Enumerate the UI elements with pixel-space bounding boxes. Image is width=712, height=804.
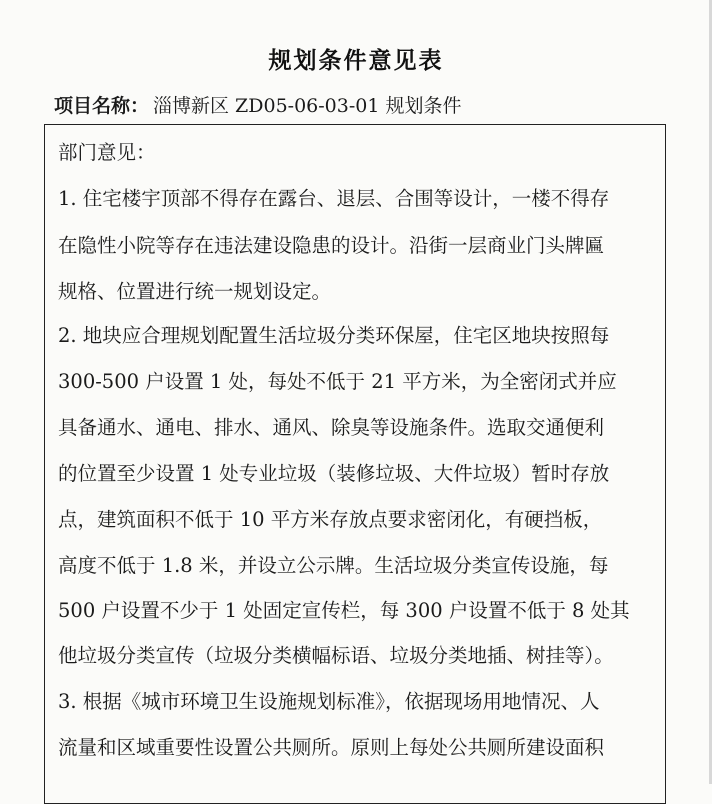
- opinion-line: 高度不低于 1.8 米，并设立公示牌。生活垃圾分类宣传设施，每: [58, 554, 609, 577]
- project-name-row: [54, 91, 462, 118]
- opinion-line: 点，建筑面积不低于 10 平方米存放点要求密闭化，有硬挡板，: [58, 508, 603, 531]
- opinion-line: 3. 根据《城市环境卫生设施规划标准》，依据现场用地情况、人: [58, 690, 600, 713]
- opinion-line: 2. 地块应合理规划配置生活垃圾分类环保屋，住宅区地块按照每: [58, 324, 610, 347]
- opinion-line: 规格、位置进行统一规划设定。: [58, 280, 332, 303]
- project-name-value: 淄博新区 ZD05-06-03-01 规划条件: [153, 95, 462, 117]
- opinion-line: 具备通水、通电、排水、通风、除臭等设施条件。选取交通便利: [58, 416, 605, 439]
- page-title: 规划条件意见表: [268, 48, 444, 74]
- opinion-line: 在隐性小院等存在违法建设隐患的设计。沿街一层商业门头牌匾: [58, 234, 605, 257]
- opinion-line: 1. 住宅楼宇顶部不得存在露台、退层、合围等设计，一楼不得存: [58, 187, 610, 210]
- opinion-line: 300-500 户设置 1 处，每处不低于 21 平方米，为全密闭式并应: [58, 370, 617, 393]
- opinion-line: 他垃圾分类宣传（垃圾分类横幅标语、垃圾分类地插、树挂等）。: [58, 644, 614, 667]
- opinion-line: 500 户设置不少于 1 处固定宣传栏，每 300 户设置不低于 8 处其: [58, 599, 630, 622]
- project-name-label: 项目名称：: [54, 95, 150, 117]
- opinion-line: 流量和区域重要性设置公共厕所。原则上每处公共厕所建设面积: [58, 736, 605, 759]
- opinion-line: 的位置至少设置 1 处专业垃圾（装修垃圾、大件垃圾）暂时存放: [58, 462, 610, 485]
- opinion-heading: 部门意见：: [58, 141, 156, 164]
